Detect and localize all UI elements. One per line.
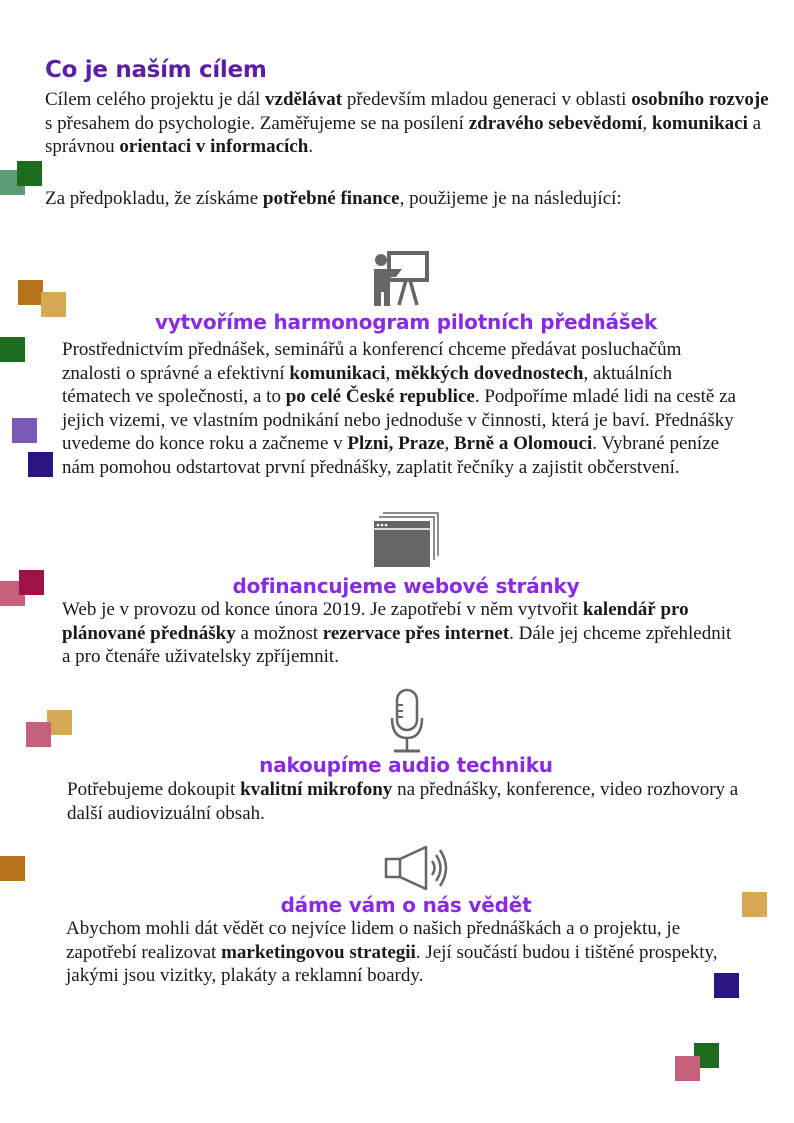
section-body: Web je v provozu od konce února 2019. Je zapotřebí v něm vytvořit kalendář pro plánované přednášky a možnost rezervace přes internet. Dále jej chceme zpřehlednit a pro čtenáře uživatelsky zpříjemnit. [62,599,732,667]
megaphone-icon [384,844,452,892]
section-title: dáme vám o nás vědět [280,893,532,917]
decor-square [28,452,53,477]
section-body: Prostřednictvím přednášek, seminářů a konferencí chceme předávat posluchačům znalosti o správné a efektivní komunikaci, měkkých dovednostech, aktuálních tématech ve společnosti, a to po celé České republice. Podpoříme mladé lidi na cestě za jejich vizemi, ve vlastním podnikání nebo jednoduše v činnosti, která je baví. Přednášky uvedeme do konce roku a začneme v Plzni, Praze, Brně a Olomouci. Vybrané peníze nám pomohou odstartovat první přednášky, zaplatit řečníky a zajistit občerstvení. [62,339,736,478]
presentation-icon [372,250,430,306]
decor-square [0,337,25,362]
decor-square [18,280,43,305]
intro-paragraph: Cílem celého projektu je dál vzdělávat především mladou generaci v oblasti osobního rozvoje s přesahem do psychologie. Zaměřujeme se na posílení zdravého sebevědomí, komunikaci a správnou orientaci v informacích. [45,89,769,157]
intro-finance-paragraph: Za předpokladu, že získáme potřebné finance, použijeme je na následující: [45,188,622,209]
section-body: Abychom mohli dát vědět co nejvíce lidem o našich přednáškách a o projektu, je zapotřebí realizovat marketingovou strategii. Její součástí budou i tištěné prospekty, jakými jsou vizitky, plakáty a reklamní boardy. [66,918,718,986]
section-title: nakoupíme audio techniku [259,753,553,777]
section-title: vytvoříme harmonogram pilotních přednášek [155,310,657,334]
section-body: Potřebujeme dokoupit kvalitní mikrofony na přednášky, konference, video rozhovory a další audiovizuální obsah. [67,779,739,824]
section-title: dofinancujeme webové stránky [232,574,580,598]
decor-square [0,856,25,881]
decor-square [675,1056,700,1081]
microphone-icon [389,688,425,754]
decor-square [17,161,42,186]
decor-square [12,418,37,443]
browser-windows-icon [373,512,439,568]
page-title: Co je naším cílem [45,57,267,83]
decor-square [26,722,51,747]
